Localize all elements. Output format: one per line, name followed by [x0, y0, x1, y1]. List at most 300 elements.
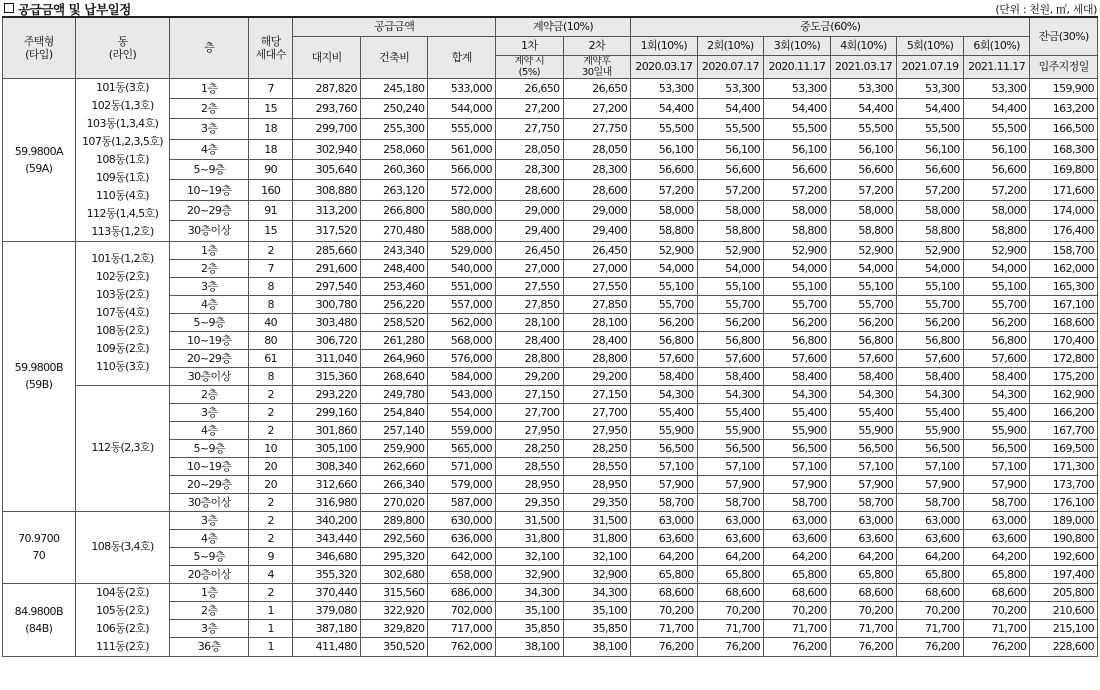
amount-cell: 28,550	[563, 457, 631, 475]
amount-cell: 65,800	[897, 565, 964, 583]
households-cell: 2	[249, 241, 293, 259]
dong-cell: 101동(1,2호) 102동(2호) 103동(2호) 107동(4호) 108동(2호) 109동(2호) 110동(3호)	[75, 241, 170, 385]
amount-cell: 58,700	[764, 493, 831, 511]
households-cell: 2	[249, 529, 293, 547]
floor-cell: 5~9층	[170, 160, 249, 180]
amount-cell: 162,900	[1030, 385, 1098, 403]
header-dep1: 1차	[496, 36, 564, 55]
amount-cell: 55,700	[963, 295, 1030, 313]
amount-cell: 26,450	[496, 241, 564, 259]
amount-cell: 58,000	[963, 200, 1030, 220]
amount-cell: 35,850	[496, 620, 564, 638]
header-mid-label: 2회(10%)	[697, 36, 764, 55]
amount-cell: 166,200	[1030, 403, 1098, 421]
floor-cell: 4층	[170, 529, 249, 547]
amount-cell: 58,400	[897, 367, 964, 385]
amount-cell: 259,900	[360, 439, 428, 457]
amount-cell: 762,000	[428, 638, 496, 656]
amount-cell: 543,000	[428, 385, 496, 403]
amount-cell: 301,860	[293, 421, 361, 439]
amount-cell: 27,950	[563, 421, 631, 439]
amount-cell: 70,200	[963, 601, 1030, 619]
amount-cell: 55,100	[764, 277, 831, 295]
type-cell: 59.9800A (59A)	[3, 78, 76, 241]
amount-cell: 71,700	[697, 620, 764, 638]
floor-cell: 2층	[170, 385, 249, 403]
amount-cell: 58,800	[631, 221, 698, 241]
amount-cell: 312,660	[293, 475, 361, 493]
amount-cell: 63,600	[963, 529, 1030, 547]
amount-cell: 55,900	[963, 421, 1030, 439]
amount-cell: 158,700	[1030, 241, 1098, 259]
amount-cell: 311,040	[293, 349, 361, 367]
amount-cell: 76,200	[697, 638, 764, 656]
amount-cell: 28,250	[496, 439, 564, 457]
dong-cell: 108동(3,4호)	[75, 511, 170, 583]
amount-cell: 56,100	[963, 139, 1030, 159]
amount-cell: 35,100	[563, 601, 631, 619]
header-dong: 동 (라인)	[75, 17, 170, 78]
header-building: 건축비	[360, 36, 428, 78]
amount-cell: 28,100	[563, 313, 631, 331]
amount-cell: 642,000	[428, 547, 496, 565]
amount-cell: 167,100	[1030, 295, 1098, 313]
amount-cell: 27,000	[496, 259, 564, 277]
amount-cell: 256,220	[360, 295, 428, 313]
amount-cell: 29,200	[563, 367, 631, 385]
amount-cell: 580,000	[428, 200, 496, 220]
amount-cell: 250,240	[360, 98, 428, 118]
amount-cell: 346,680	[293, 547, 361, 565]
amount-cell: 306,720	[293, 331, 361, 349]
dong-cell: 104동(2호) 105동(2호) 106동(2호) 111동(2호)	[75, 583, 170, 656]
amount-cell: 55,400	[631, 403, 698, 421]
amount-cell: 27,750	[563, 119, 631, 139]
amount-cell: 588,000	[428, 221, 496, 241]
amount-cell: 210,600	[1030, 601, 1098, 619]
amount-cell: 58,000	[697, 200, 764, 220]
amount-cell: 53,300	[764, 78, 831, 98]
amount-cell: 58,700	[963, 493, 1030, 511]
amount-cell: 56,200	[963, 313, 1030, 331]
amount-cell: 56,200	[631, 313, 698, 331]
amount-cell: 551,000	[428, 277, 496, 295]
amount-cell: 58,700	[697, 493, 764, 511]
amount-cell: 32,100	[563, 547, 631, 565]
amount-cell: 55,900	[830, 421, 897, 439]
amount-cell: 57,200	[963, 180, 1030, 200]
amount-cell: 303,480	[293, 313, 361, 331]
amount-cell: 295,320	[360, 547, 428, 565]
amount-cell: 65,800	[697, 565, 764, 583]
amount-cell: 166,500	[1030, 119, 1098, 139]
header-type: 주택형 (타입)	[3, 17, 76, 78]
households-cell: 9	[249, 547, 293, 565]
households-cell: 8	[249, 277, 293, 295]
amount-cell: 554,000	[428, 403, 496, 421]
amount-cell: 57,900	[830, 475, 897, 493]
amount-cell: 305,640	[293, 160, 361, 180]
floor-cell: 3층	[170, 277, 249, 295]
header-dep1-when: 계약 시 (5%)	[496, 55, 564, 78]
amount-cell: 29,400	[563, 221, 631, 241]
amount-cell: 56,600	[963, 160, 1030, 180]
amount-cell: 56,800	[697, 331, 764, 349]
amount-cell: 58,000	[830, 200, 897, 220]
amount-cell: 64,200	[830, 547, 897, 565]
amount-cell: 29,350	[496, 493, 564, 511]
header-dep2-when: 계약후 30일내	[563, 55, 631, 78]
amount-cell: 64,200	[963, 547, 1030, 565]
amount-cell: 55,400	[697, 403, 764, 421]
table-row	[3, 385, 1098, 403]
amount-cell: 70,200	[764, 601, 831, 619]
amount-cell: 70,200	[697, 601, 764, 619]
amount-cell: 57,900	[764, 475, 831, 493]
floor-cell: 10~19층	[170, 457, 249, 475]
amount-cell: 68,600	[963, 583, 1030, 601]
floor-cell: 30층이상	[170, 367, 249, 385]
amount-cell: 68,600	[830, 583, 897, 601]
households-cell: 90	[249, 160, 293, 180]
amount-cell: 56,800	[631, 331, 698, 349]
floor-cell: 10~19층	[170, 180, 249, 200]
dong-cell: 112동(2,3호)	[75, 385, 170, 511]
amount-cell: 58,400	[963, 367, 1030, 385]
amount-cell: 52,900	[631, 241, 698, 259]
amount-cell: 54,000	[631, 259, 698, 277]
amount-cell: 287,820	[293, 78, 361, 98]
households-cell: 7	[249, 259, 293, 277]
amount-cell: 58,400	[631, 367, 698, 385]
floor-cell: 3층	[170, 403, 249, 421]
amount-cell: 308,880	[293, 180, 361, 200]
amount-cell: 55,400	[897, 403, 964, 421]
amount-cell: 57,600	[897, 349, 964, 367]
amount-cell: 63,000	[897, 511, 964, 529]
households-cell: 10	[249, 439, 293, 457]
amount-cell: 313,200	[293, 200, 361, 220]
amount-cell: 170,400	[1030, 331, 1098, 349]
amount-cell: 55,700	[830, 295, 897, 313]
amount-cell: 57,900	[897, 475, 964, 493]
amount-cell: 56,100	[897, 139, 964, 159]
amount-cell: 57,100	[631, 457, 698, 475]
amount-cell: 55,500	[963, 119, 1030, 139]
amount-cell: 571,000	[428, 457, 496, 475]
households-cell: 61	[249, 349, 293, 367]
amount-cell: 57,100	[764, 457, 831, 475]
amount-cell: 57,200	[631, 180, 698, 200]
header-mid-date: 2021.11.17	[963, 55, 1030, 78]
amount-cell: 584,000	[428, 367, 496, 385]
amount-cell: 63,600	[897, 529, 964, 547]
amount-cell: 248,400	[360, 259, 428, 277]
amount-cell: 28,800	[563, 349, 631, 367]
amount-cell: 76,200	[764, 638, 831, 656]
amount-cell: 54,300	[631, 385, 698, 403]
amount-cell: 58,400	[830, 367, 897, 385]
amount-cell: 58,700	[830, 493, 897, 511]
amount-cell: 28,250	[563, 439, 631, 457]
floor-cell: 4층	[170, 421, 249, 439]
amount-cell: 268,640	[360, 367, 428, 385]
header-dep2: 2차	[563, 36, 631, 55]
amount-cell: 76,200	[963, 638, 1030, 656]
amount-cell: 192,600	[1030, 547, 1098, 565]
amount-cell: 57,100	[830, 457, 897, 475]
amount-cell: 53,300	[697, 78, 764, 98]
households-cell: 18	[249, 119, 293, 139]
amount-cell: 270,480	[360, 221, 428, 241]
amount-cell: 31,800	[563, 529, 631, 547]
header-mid-label: 1회(10%)	[631, 36, 698, 55]
header-deposit: 계약금(10%)	[496, 17, 631, 36]
amount-cell: 76,200	[897, 638, 964, 656]
amount-cell: 52,900	[830, 241, 897, 259]
amount-cell: 53,300	[631, 78, 698, 98]
amount-cell: 70,200	[830, 601, 897, 619]
amount-cell: 189,000	[1030, 511, 1098, 529]
floor-cell: 2층	[170, 259, 249, 277]
amount-cell: 35,100	[496, 601, 564, 619]
amount-cell: 587,000	[428, 493, 496, 511]
amount-cell: 262,660	[360, 457, 428, 475]
amount-cell: 55,700	[764, 295, 831, 313]
amount-cell: 56,600	[764, 160, 831, 180]
amount-cell: 190,800	[1030, 529, 1098, 547]
amount-cell: 285,660	[293, 241, 361, 259]
households-cell: 4	[249, 565, 293, 583]
amount-cell: 293,760	[293, 98, 361, 118]
header-mid-label: 6회(10%)	[963, 36, 1030, 55]
amount-cell: 28,050	[563, 139, 631, 159]
floor-cell: 4층	[170, 295, 249, 313]
amount-cell: 261,280	[360, 331, 428, 349]
amount-cell: 55,500	[897, 119, 964, 139]
amount-cell: 205,800	[1030, 583, 1098, 601]
amount-cell: 292,560	[360, 529, 428, 547]
amount-cell: 63,000	[697, 511, 764, 529]
amount-cell: 54,300	[764, 385, 831, 403]
amount-cell: 56,600	[631, 160, 698, 180]
amount-cell: 171,600	[1030, 180, 1098, 200]
header-mid-label: 4회(10%)	[830, 36, 897, 55]
amount-cell: 557,000	[428, 295, 496, 313]
amount-cell: 56,600	[897, 160, 964, 180]
households-cell: 2	[249, 403, 293, 421]
amount-cell: 68,600	[697, 583, 764, 601]
amount-cell: 68,600	[631, 583, 698, 601]
amount-cell: 56,100	[830, 139, 897, 159]
amount-cell: 658,000	[428, 565, 496, 583]
amount-cell: 411,480	[293, 638, 361, 656]
amount-cell: 54,000	[897, 259, 964, 277]
amount-cell: 56,800	[764, 331, 831, 349]
floor-cell: 1층	[170, 78, 249, 98]
amount-cell: 322,920	[360, 601, 428, 619]
amount-cell: 28,400	[496, 331, 564, 349]
amount-cell: 168,600	[1030, 313, 1098, 331]
amount-cell: 387,180	[293, 620, 361, 638]
amount-cell: 63,000	[830, 511, 897, 529]
households-cell: 40	[249, 313, 293, 331]
amount-cell: 302,680	[360, 565, 428, 583]
amount-cell: 266,340	[360, 475, 428, 493]
amount-cell: 34,300	[563, 583, 631, 601]
amount-cell: 54,400	[697, 98, 764, 118]
amount-cell: 35,850	[563, 620, 631, 638]
amount-cell: 253,460	[360, 277, 428, 295]
amount-cell: 254,840	[360, 403, 428, 421]
amount-cell: 562,000	[428, 313, 496, 331]
amount-cell: 64,200	[631, 547, 698, 565]
amount-cell: 70,200	[897, 601, 964, 619]
households-cell: 2	[249, 493, 293, 511]
amount-cell: 544,000	[428, 98, 496, 118]
floor-cell: 5~9층	[170, 547, 249, 565]
type-cell: 70.9700 70	[3, 511, 76, 583]
amount-cell: 57,200	[697, 180, 764, 200]
households-cell: 20	[249, 475, 293, 493]
amount-cell: 58,700	[897, 493, 964, 511]
amount-cell: 53,300	[830, 78, 897, 98]
amount-cell: 28,300	[563, 160, 631, 180]
households-cell: 2	[249, 511, 293, 529]
amount-cell: 162,000	[1030, 259, 1098, 277]
amount-cell: 315,360	[293, 367, 361, 385]
amount-cell: 58,400	[764, 367, 831, 385]
header-mid-date: 2020.03.17	[631, 55, 698, 78]
households-cell: 2	[249, 385, 293, 403]
amount-cell: 26,650	[496, 78, 564, 98]
amount-cell: 636,000	[428, 529, 496, 547]
amount-cell: 64,200	[697, 547, 764, 565]
amount-cell: 28,600	[563, 180, 631, 200]
amount-cell: 29,000	[563, 200, 631, 220]
amount-cell: 58,000	[631, 200, 698, 220]
dong-cell: 101동(3호) 102동(1,3호) 103동(1,3,4호) 107동(1,2,3,5호) 108동(1호) 109동(1호) 110동(4호) 112동(1,4,5호) 113동(1,2호)	[75, 78, 170, 241]
amount-cell: 293,220	[293, 385, 361, 403]
amount-cell: 32,900	[563, 565, 631, 583]
amount-cell: 68,600	[764, 583, 831, 601]
amount-cell: 27,700	[496, 403, 564, 421]
amount-cell: 57,900	[963, 475, 1030, 493]
floor-cell: 30층이상	[170, 221, 249, 241]
amount-cell: 54,000	[697, 259, 764, 277]
amount-cell: 32,900	[496, 565, 564, 583]
table-row	[3, 511, 1098, 529]
amount-cell: 228,600	[1030, 638, 1098, 656]
amount-cell: 529,000	[428, 241, 496, 259]
amount-cell: 65,800	[764, 565, 831, 583]
amount-cell: 31,500	[563, 511, 631, 529]
amount-cell: 168,300	[1030, 139, 1098, 159]
amount-cell: 55,900	[897, 421, 964, 439]
amount-cell: 258,060	[360, 139, 428, 159]
amount-cell: 54,300	[697, 385, 764, 403]
floor-cell: 3층	[170, 119, 249, 139]
header-mid-date: 2021.07.19	[897, 55, 964, 78]
amount-cell: 57,600	[963, 349, 1030, 367]
amount-cell: 56,800	[830, 331, 897, 349]
amount-cell: 63,600	[697, 529, 764, 547]
households-cell: 15	[249, 98, 293, 118]
amount-cell: 71,700	[830, 620, 897, 638]
amount-cell: 58,800	[897, 221, 964, 241]
amount-cell: 57,900	[697, 475, 764, 493]
amount-cell: 174,000	[1030, 200, 1098, 220]
amount-cell: 54,400	[830, 98, 897, 118]
amount-cell: 52,900	[697, 241, 764, 259]
amount-cell: 58,000	[764, 200, 831, 220]
amount-cell: 76,200	[830, 638, 897, 656]
amount-cell: 71,700	[631, 620, 698, 638]
amount-cell: 58,800	[697, 221, 764, 241]
amount-cell: 56,500	[897, 439, 964, 457]
amount-cell: 29,200	[496, 367, 564, 385]
amount-cell: 63,600	[764, 529, 831, 547]
amount-cell: 63,000	[764, 511, 831, 529]
amount-cell: 34,300	[496, 583, 564, 601]
amount-cell: 245,180	[360, 78, 428, 98]
amount-cell: 26,450	[563, 241, 631, 259]
amount-cell: 55,400	[963, 403, 1030, 421]
amount-cell: 56,100	[631, 139, 698, 159]
amount-cell: 27,850	[563, 295, 631, 313]
amount-cell: 38,100	[563, 638, 631, 656]
amount-cell: 71,700	[764, 620, 831, 638]
amount-cell: 28,950	[496, 475, 564, 493]
floor-cell: 20~29층	[170, 200, 249, 220]
households-cell: 15	[249, 221, 293, 241]
amount-cell: 299,700	[293, 119, 361, 139]
amount-cell: 55,100	[963, 277, 1030, 295]
amount-cell: 165,300	[1030, 277, 1098, 295]
page-title: 공급금액 및 납부일정	[4, 0, 131, 18]
floor-cell: 36층	[170, 638, 249, 656]
amount-cell: 58,800	[764, 221, 831, 241]
amount-cell: 702,000	[428, 601, 496, 619]
amount-cell: 255,300	[360, 119, 428, 139]
amount-cell: 289,800	[360, 511, 428, 529]
amount-cell: 68,600	[897, 583, 964, 601]
amount-cell: 64,200	[897, 547, 964, 565]
amount-cell: 58,800	[963, 221, 1030, 241]
type-cell: 84.9800B (84B)	[3, 583, 76, 656]
amount-cell: 55,700	[897, 295, 964, 313]
amount-cell: 71,700	[897, 620, 964, 638]
amount-cell: 28,050	[496, 139, 564, 159]
amount-cell: 28,550	[496, 457, 564, 475]
amount-cell: 27,850	[496, 295, 564, 313]
header-mid-date: 2021.03.17	[830, 55, 897, 78]
floor-cell: 2층	[170, 601, 249, 619]
amount-cell: 64,200	[764, 547, 831, 565]
table-row	[3, 583, 1098, 601]
amount-cell: 56,200	[830, 313, 897, 331]
floor-cell: 3층	[170, 620, 249, 638]
amount-cell: 29,400	[496, 221, 564, 241]
floor-cell: 3층	[170, 511, 249, 529]
amount-cell: 63,600	[631, 529, 698, 547]
amount-cell: 27,000	[563, 259, 631, 277]
header-households: 해당 세대수	[249, 17, 293, 78]
amount-cell: 173,700	[1030, 475, 1098, 493]
header-total: 합계	[428, 36, 496, 78]
floor-cell: 1층	[170, 583, 249, 601]
amount-cell: 576,000	[428, 349, 496, 367]
